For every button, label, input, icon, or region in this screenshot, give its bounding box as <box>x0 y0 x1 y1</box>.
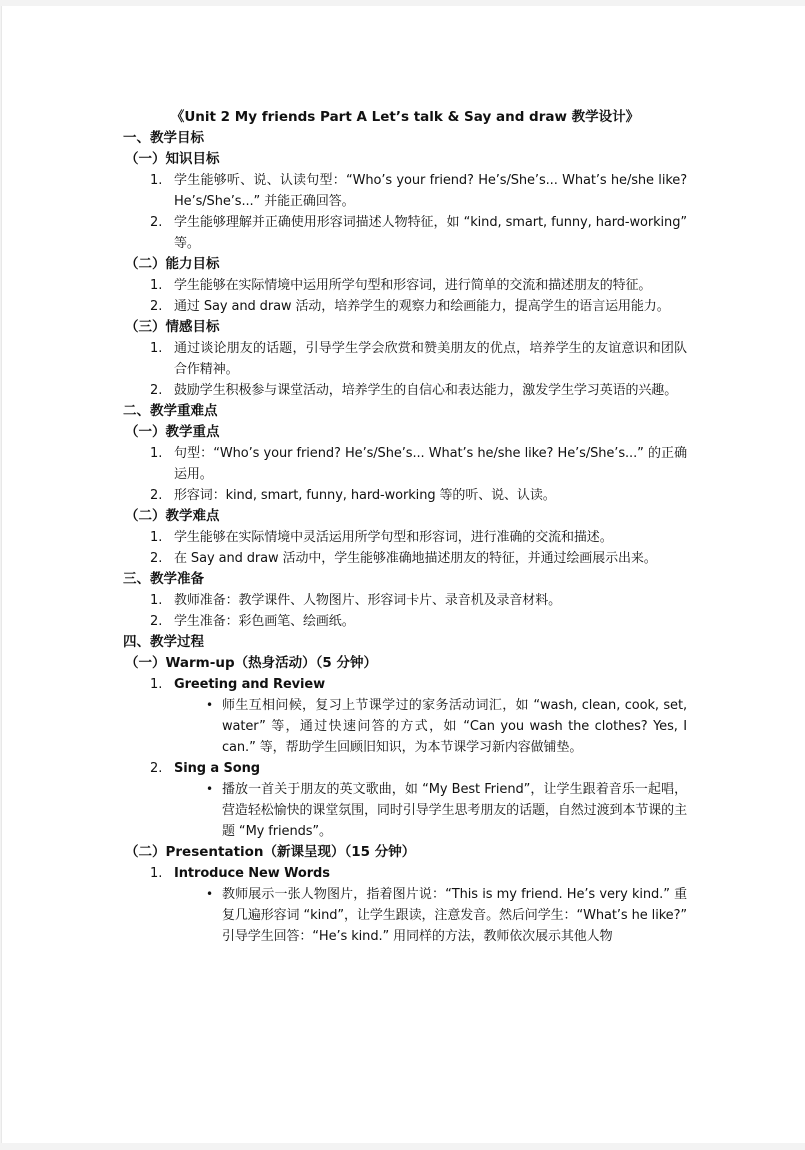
section-heading: 一、教学目标 <box>123 130 204 146</box>
list-item <box>123 296 687 317</box>
list-number: 2. <box>150 488 163 503</box>
subsection-heading: （二）Presentation（新课呈现）（15 分钟） <box>125 844 416 860</box>
list-number: 1. <box>150 341 163 356</box>
section-heading: 三、教学准备 <box>123 571 204 587</box>
document-content <box>123 107 687 947</box>
document-page <box>1 6 805 1143</box>
list-item <box>123 863 687 884</box>
list-item <box>123 443 687 485</box>
bullet-item <box>123 695 687 758</box>
list-text: 学生准备：彩色画笔、绘画纸。 <box>174 614 355 629</box>
list-text: 通过谈论朋友的话题，引导学生学会欣赏和赞美朋友的优点，培养学生的友谊意识和团队合作精神。 <box>174 341 687 377</box>
list-item <box>123 590 687 611</box>
bullet-icon: • <box>206 782 214 796</box>
list-item <box>123 758 687 779</box>
bullet-text: 师生互相问候，复习上节课学过的家务活动词汇，如 “wash, clean, cook, set, water” 等，通过快速问答的方式，如 “Can you wash the clothes? Yes, I can.” 等，帮助学生回顾旧知识，为本节课学习新内容做铺垫。 <box>222 698 687 755</box>
activity-title: Sing a Song <box>174 761 260 776</box>
subsection-heading: （一）教学重点 <box>125 424 220 440</box>
list-item <box>123 548 687 569</box>
subsection-heading: （二）教学难点 <box>125 508 220 524</box>
list-text: 学生能够理解并正确使用形容词描述人物特征，如 “kind, smart, funny, hard-working” 等。 <box>174 215 687 251</box>
list-item <box>123 611 687 632</box>
bullet-item <box>123 779 687 842</box>
list-number: 1. <box>150 278 163 293</box>
subsection-heading: （三）情感目标 <box>125 319 220 335</box>
bullet-icon: • <box>206 887 214 901</box>
list-number: 1. <box>150 446 163 461</box>
activity-title: Introduce New Words <box>174 866 330 881</box>
list-number: 2. <box>150 383 163 398</box>
bullet-text: 播放一首关于朋友的英文歌曲，如 “My Best Friend”，让学生跟着音乐一起唱，营造轻松愉快的课堂氛围，同时引导学生思考朋友的话题，自然过渡到本节课的主题 “My friends”。 <box>222 782 687 839</box>
list-number: 2. <box>150 614 163 629</box>
list-text: 形容词：kind, smart, funny, hard-working 等的听、说、认读。 <box>174 488 556 503</box>
document-title: 《Unit 2 My friends Part A Let’s talk & Say and draw 教学设计》 <box>170 109 640 125</box>
bullet-text: 教师展示一张人物图片，指着图片说：“This is my friend. He’s very kind.” 重复几遍形容词 “kind”，让学生跟读，注意发音。然后问学生：“What’s he like?” 引导学生回答：“He’s kind.” 用同样的方法，教师依次展示其他人物 <box>222 887 687 944</box>
list-item <box>123 380 687 401</box>
list-item <box>123 485 687 506</box>
list-number: 2. <box>150 551 163 566</box>
section-heading: 四、教学过程 <box>123 634 204 650</box>
list-text: 通过 Say and draw 活动，培养学生的观察力和绘画能力，提高学生的语言运用能力。 <box>174 299 670 314</box>
list-item <box>123 527 687 548</box>
list-text: 教师准备：教学课件、人物图片、形容词卡片、录音机及录音材料。 <box>174 593 562 608</box>
list-number: 1. <box>150 593 163 608</box>
bullet-item <box>123 884 687 947</box>
list-item <box>123 275 687 296</box>
list-number: 1. <box>150 677 163 692</box>
list-text: 学生能够在实际情境中灵活运用所学句型和形容词，进行准确的交流和描述。 <box>174 530 613 545</box>
list-item <box>123 674 687 695</box>
list-item <box>123 212 687 254</box>
list-item <box>123 170 687 212</box>
list-number: 1. <box>150 530 163 545</box>
list-number: 2. <box>150 215 163 230</box>
section-heading: 二、教学重难点 <box>123 403 218 419</box>
list-text: 学生能够在实际情境中运用所学句型和形容词，进行简单的交流和描述朋友的特征。 <box>174 278 652 293</box>
subsection-heading: （一）知识目标 <box>125 151 220 167</box>
list-number: 1. <box>150 173 163 188</box>
list-text: 鼓励学生积极参与课堂活动，培养学生的自信心和表达能力，激发学生学习英语的兴趣。 <box>174 383 678 398</box>
list-item <box>123 338 687 380</box>
list-number: 2. <box>150 299 163 314</box>
list-text: 句型：“Who’s your friend? He’s/She’s... What’s he/she like? He’s/She’s...” 的正确运用。 <box>174 446 687 482</box>
list-number: 1. <box>150 866 163 881</box>
list-text: 在 Say and draw 活动中，学生能够准确地描述朋友的特征，并通过绘画展示出来。 <box>174 551 657 566</box>
activity-title: Greeting and Review <box>174 677 326 692</box>
bullet-icon: • <box>206 698 214 712</box>
list-number: 2. <box>150 761 163 776</box>
subsection-heading: （一）Warm-up（热身活动）（5 分钟） <box>125 655 377 671</box>
list-text: 学生能够听、说、认读句型：“Who’s your friend? He’s/She’s... What’s he/she like? He’s/She’s...” 并能正确回答。 <box>174 173 687 209</box>
subsection-heading: （二）能力目标 <box>125 256 220 272</box>
